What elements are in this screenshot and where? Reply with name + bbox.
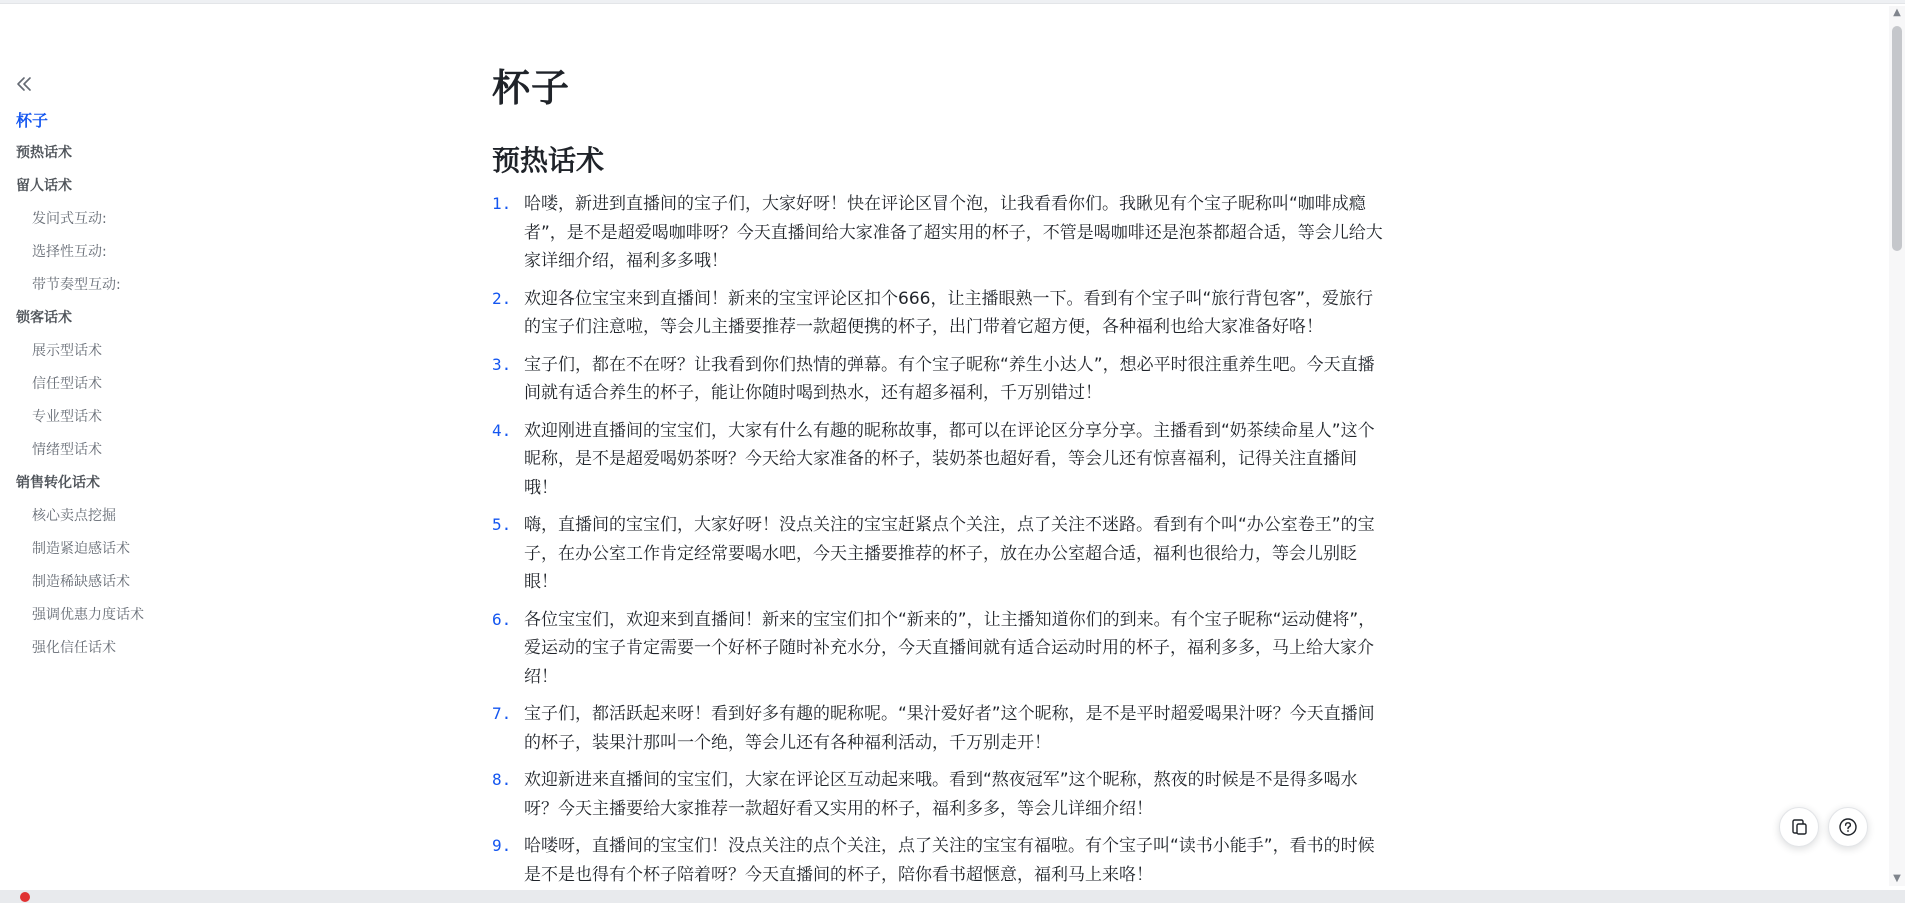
toc-item[interactable]: 制造紧迫感话术 xyxy=(32,541,130,557)
list-number: 9. xyxy=(492,836,512,855)
toc-item[interactable]: 展示型话术 xyxy=(32,343,102,359)
toc-item[interactable]: 锁客话术 xyxy=(16,310,72,326)
toc-item[interactable]: 强化信任话术 xyxy=(32,640,116,656)
list-item-text: 哈喽呀，直播间的宝宝们！没点关注的点个关注，点了关注的宝宝有福啦。有个宝子叫“读书小能手”，看书的时候是不是也得有个杯子陪着呀？今天直播间的杯子，陪你看书超惬意，福利马上来咯！ xyxy=(524,836,1375,885)
top-border xyxy=(0,0,1905,4)
list-item-text: 欢迎刚进直播间的宝宝们，大家有什么有趣的昵称故事，都可以在评论区分享分享。主播看到“奶茶续命星人”这个昵称，是不是超爱喝奶茶呀？今天给大家准备的杯子，装奶茶也超好看，等会儿还有惊喜福利，记得关注直播间哦！ xyxy=(524,420,1375,498)
list-item-text: 嗨，直播间的宝宝们，大家好呀！没点关注的宝宝赶紧点个关注，点了关注不迷路。看到有个叫“办公室卷王”的宝子，在办公室工作肯定经常要喝水吧，今天主播要推荐的杯子，放在办公室超合适，福利也很给力，等会儿别眨眼！ xyxy=(524,515,1375,592)
list-item-text: 欢迎新进来直播间的宝宝们，大家在评论区互动起来哦。看到“熬夜冠军”这个昵称，熬夜的时候是不是得多喝水呀？今天主播要给大家推荐一款超好看又实用的杯子，福利多多，等会儿详细介绍！ xyxy=(524,770,1358,819)
list-item xyxy=(492,351,1384,408)
list-item-text: 宝子们，都活跃起来呀！看到好多有趣的昵称呢。“果汁爱好者”这个昵称，是不是平时超爱喝果汁呀？今天直播间的杯子，装果汁那叫一个绝，等会儿还有各种福利活动，千万别走开！ xyxy=(524,704,1375,753)
toc-item[interactable]: 制造稀缺感话术 xyxy=(32,574,130,590)
list-number: 7. xyxy=(492,704,512,723)
list-item xyxy=(492,190,1384,276)
list-number: 8. xyxy=(492,770,512,789)
list-item-text: 各位宝宝们，欢迎来到直播间！新来的宝宝们扣个“新来的”，让主播知道你们的到来。有个宝子昵称“运动健将”，爱运动的宝子肯定需要一个好杯子随时补充水分，今天直播间就有适合运动时用的杯子，福利多多，马上给大家介绍！ xyxy=(524,609,1376,687)
list-item-text: 哈喽，新进到直播间的宝子们，大家好呀！快在评论区冒个泡，让我看看你们。我瞅见有个宝子昵称叫“咖啡成瘾者”，是不是超爱喝咖啡呀？今天直播间给大家准备了超实用的杯子，不管是喝咖啡还是泡茶都超合适，等会儿给大家详细介绍，福利多多哦！ xyxy=(524,194,1383,271)
list-number: 6. xyxy=(492,609,512,629)
scroll-thumb[interactable] xyxy=(1892,26,1902,251)
list-item xyxy=(492,417,1384,503)
list-item xyxy=(492,606,1384,692)
toc-list xyxy=(0,104,230,665)
bottom-taskbar xyxy=(0,890,1905,903)
list-number: 4. xyxy=(492,420,512,440)
toc-item[interactable]: 发问式互动: xyxy=(32,211,107,227)
question-circle-icon xyxy=(1829,808,1867,846)
scroll-down-icon[interactable]: ▼ xyxy=(1893,873,1901,884)
toc-item[interactable]: 选择性互动: xyxy=(32,244,107,260)
list-item xyxy=(492,766,1384,823)
ordered-list xyxy=(492,190,1392,889)
collapse-sidebar-icon[interactable] xyxy=(14,74,34,94)
vertical-scrollbar[interactable] xyxy=(1889,6,1905,886)
list-item xyxy=(492,511,1384,597)
toc-item[interactable]: 销售转化话术 xyxy=(16,475,100,491)
toc-item[interactable]: 核心卖点挖掘 xyxy=(32,508,116,524)
list-item-text: 宝子们，都在不在呀？让我看到你们热情的弹幕。有个宝子昵称“养生小达人”，想必平时很注重养生吧。今天直播间就有适合养生的杯子，能让你随时喝到热水，还有超多福利，千万别错过！ xyxy=(524,354,1375,403)
notification-dot-icon xyxy=(20,892,30,902)
toc-item[interactable]: 杯子 xyxy=(16,111,49,130)
list-number: 1. xyxy=(492,194,512,213)
toc-item[interactable]: 情绪型话术 xyxy=(32,442,102,458)
list-item-text: 欢迎各位宝宝来到直播间！新来的宝宝评论区扣个666，让主播眼熟一下。看到有个宝子叫“旅行背包客”，爱旅行的宝子们注意啦，等会儿主播要推荐一款超便携的杯子，出门带着它超方便，各种福利也给大家准备好咯！ xyxy=(524,288,1374,337)
list-number: 2. xyxy=(492,288,512,308)
toc-item[interactable]: 预热话术 xyxy=(16,145,72,161)
page-title: 杯子 xyxy=(492,66,571,110)
list-number: 3. xyxy=(492,354,512,374)
help-button[interactable] xyxy=(1828,807,1868,847)
document-content xyxy=(492,60,1392,898)
copy-doc-icon xyxy=(1780,808,1818,846)
toc-item[interactable]: 信任型话术 xyxy=(32,376,102,392)
scroll-up-icon[interactable]: ▲ xyxy=(1893,7,1901,18)
toc-item[interactable]: 强调优惠力度话术 xyxy=(32,607,144,623)
toc-item[interactable]: 带节奏型互动: xyxy=(32,277,121,293)
list-item xyxy=(492,832,1384,889)
list-item xyxy=(492,700,1384,757)
toc-item[interactable]: 留人话术 xyxy=(16,178,72,194)
section-heading: 预热话术 xyxy=(492,144,605,177)
copy-doc-button[interactable] xyxy=(1779,807,1819,847)
toc-item[interactable]: 专业型话术 xyxy=(32,409,102,425)
list-number: 5. xyxy=(492,515,512,534)
list-item xyxy=(492,285,1384,342)
